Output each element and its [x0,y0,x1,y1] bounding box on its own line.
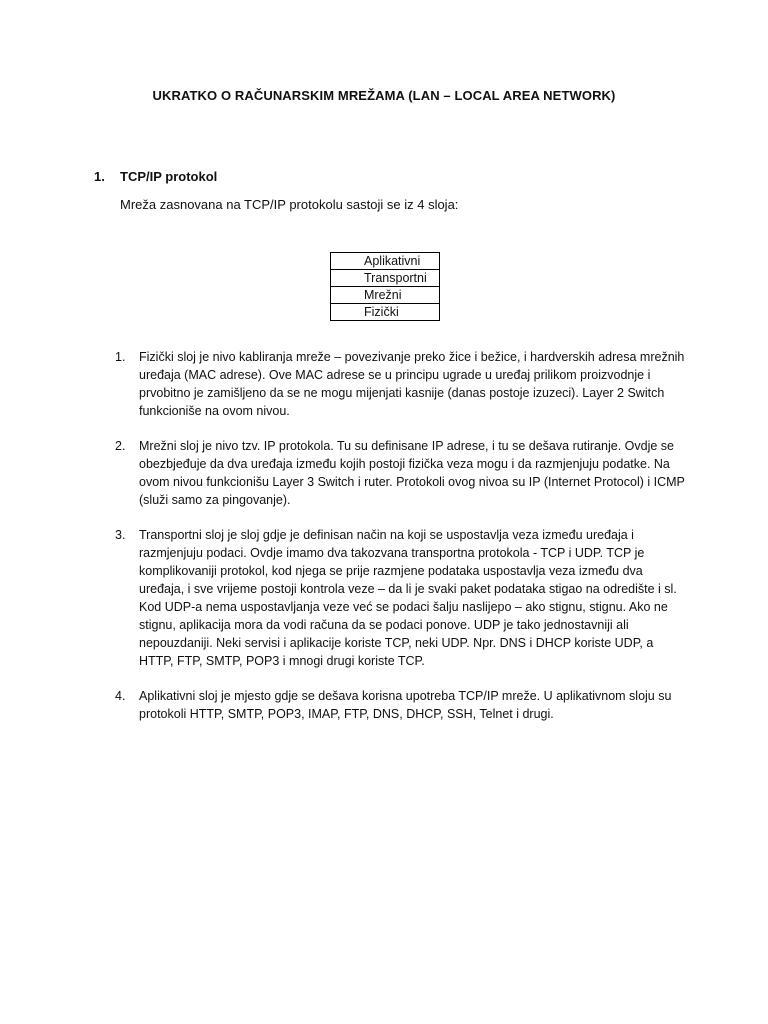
layer-cell: Mrežni [331,287,440,304]
layer-row [331,287,440,304]
list-item-text: Mrežni sloj je nivo tzv. IP protokola. Tu su definisane IP adrese, i tu se dešava rutiranje. Ovdje se obezbjeđuje da dva uređaja između kojih postoji fizička veza mogu i da razmjenjuju podatke. Na ovom nivou funkcionišu Layer 3 Switch i ruter. Protokoli ovog nivoa su IP (Internet Protocol) i ICMP (služi samo za pingovanje). [139,439,685,507]
list-item [115,437,685,509]
layer-row [331,270,440,287]
list-item-number: 3. [115,528,126,542]
list-item-text: Fizički sloj je nivo kabliranja mreže – povezivanje preko žice i bežice, i hardverskih adresa mrežnih uređaja (MAC adrese). Ove MAC adrese se u principu ugrade u uređaj prilikom proizvodnje i prvobitno je zamišljeno da se ne mogu mijenjati kasnije (danas postoje izuzeci). Layer 2 Switch funkcioniše na ovom nivou. [139,350,685,418]
list-item [115,348,685,420]
list-item-text: Aplikativni sloj je mjesto gdje se dešava korisna upotreba TCP/IP mreže. U aplikativnom sloju su protokoli HTTP, SMTP, POP3, IMAP, FTP, DNS, DHCP, SSH, Telnet i drugi. [139,689,672,721]
layer-cell: Transportni [331,270,440,287]
list-item [115,687,685,723]
document-title: UKRATKO O RAČUNARSKIM MREŽAMA (LAN – LOCAL AREA NETWORK) [152,88,616,103]
section-heading [94,169,217,184]
list-item [115,526,685,670]
layer-cell: Fizički [331,304,440,321]
list-item-number: 1. [115,350,126,364]
layer-row [331,253,440,270]
layer-description-list [115,348,685,740]
list-item-text: Transportni sloj je sloj gdje je definisan način na koji se uspostavlja veza između uređaja i razmjenjuju podaci. Ovdje imamo dva takozvana transportna protokola - TCP i UDP. TCP je komplikovaniji protokol, kod njega se prije razmjene podataka uspostavlja veza između dva uređaja, i sve vrijeme postoji kontrola veze – da li je svaki paket podataka stigao na odredište i sl. Kod UDP-a nema uspostavljanja veze već se podaci šalju naslijepo – ako stignu, stignu. Ako ne stignu, aplikacija mora da vodi računa da se podaci ponove. UDP je tako jednostavniji ali nepouzdaniji. Neki servisi i aplikacije koriste TCP, neki UDP. Npr. DNS i DHCP koriste UDP, a HTTP, FTP, SMTP, POP3 i mnogi drugi koriste TCP. [139,528,677,668]
list-item-number: 2. [115,439,126,453]
section-intro: Mreža zasnovana na TCP/IP protokolu sastoji se iz 4 sloja: [120,197,459,212]
layer-cell: Aplikativni [331,253,440,270]
section-number: 1. [94,169,105,184]
layer-row [331,304,440,321]
section-heading-text: TCP/IP protokol [120,169,218,184]
layers-table [330,252,440,321]
list-item-number: 4. [115,689,126,703]
